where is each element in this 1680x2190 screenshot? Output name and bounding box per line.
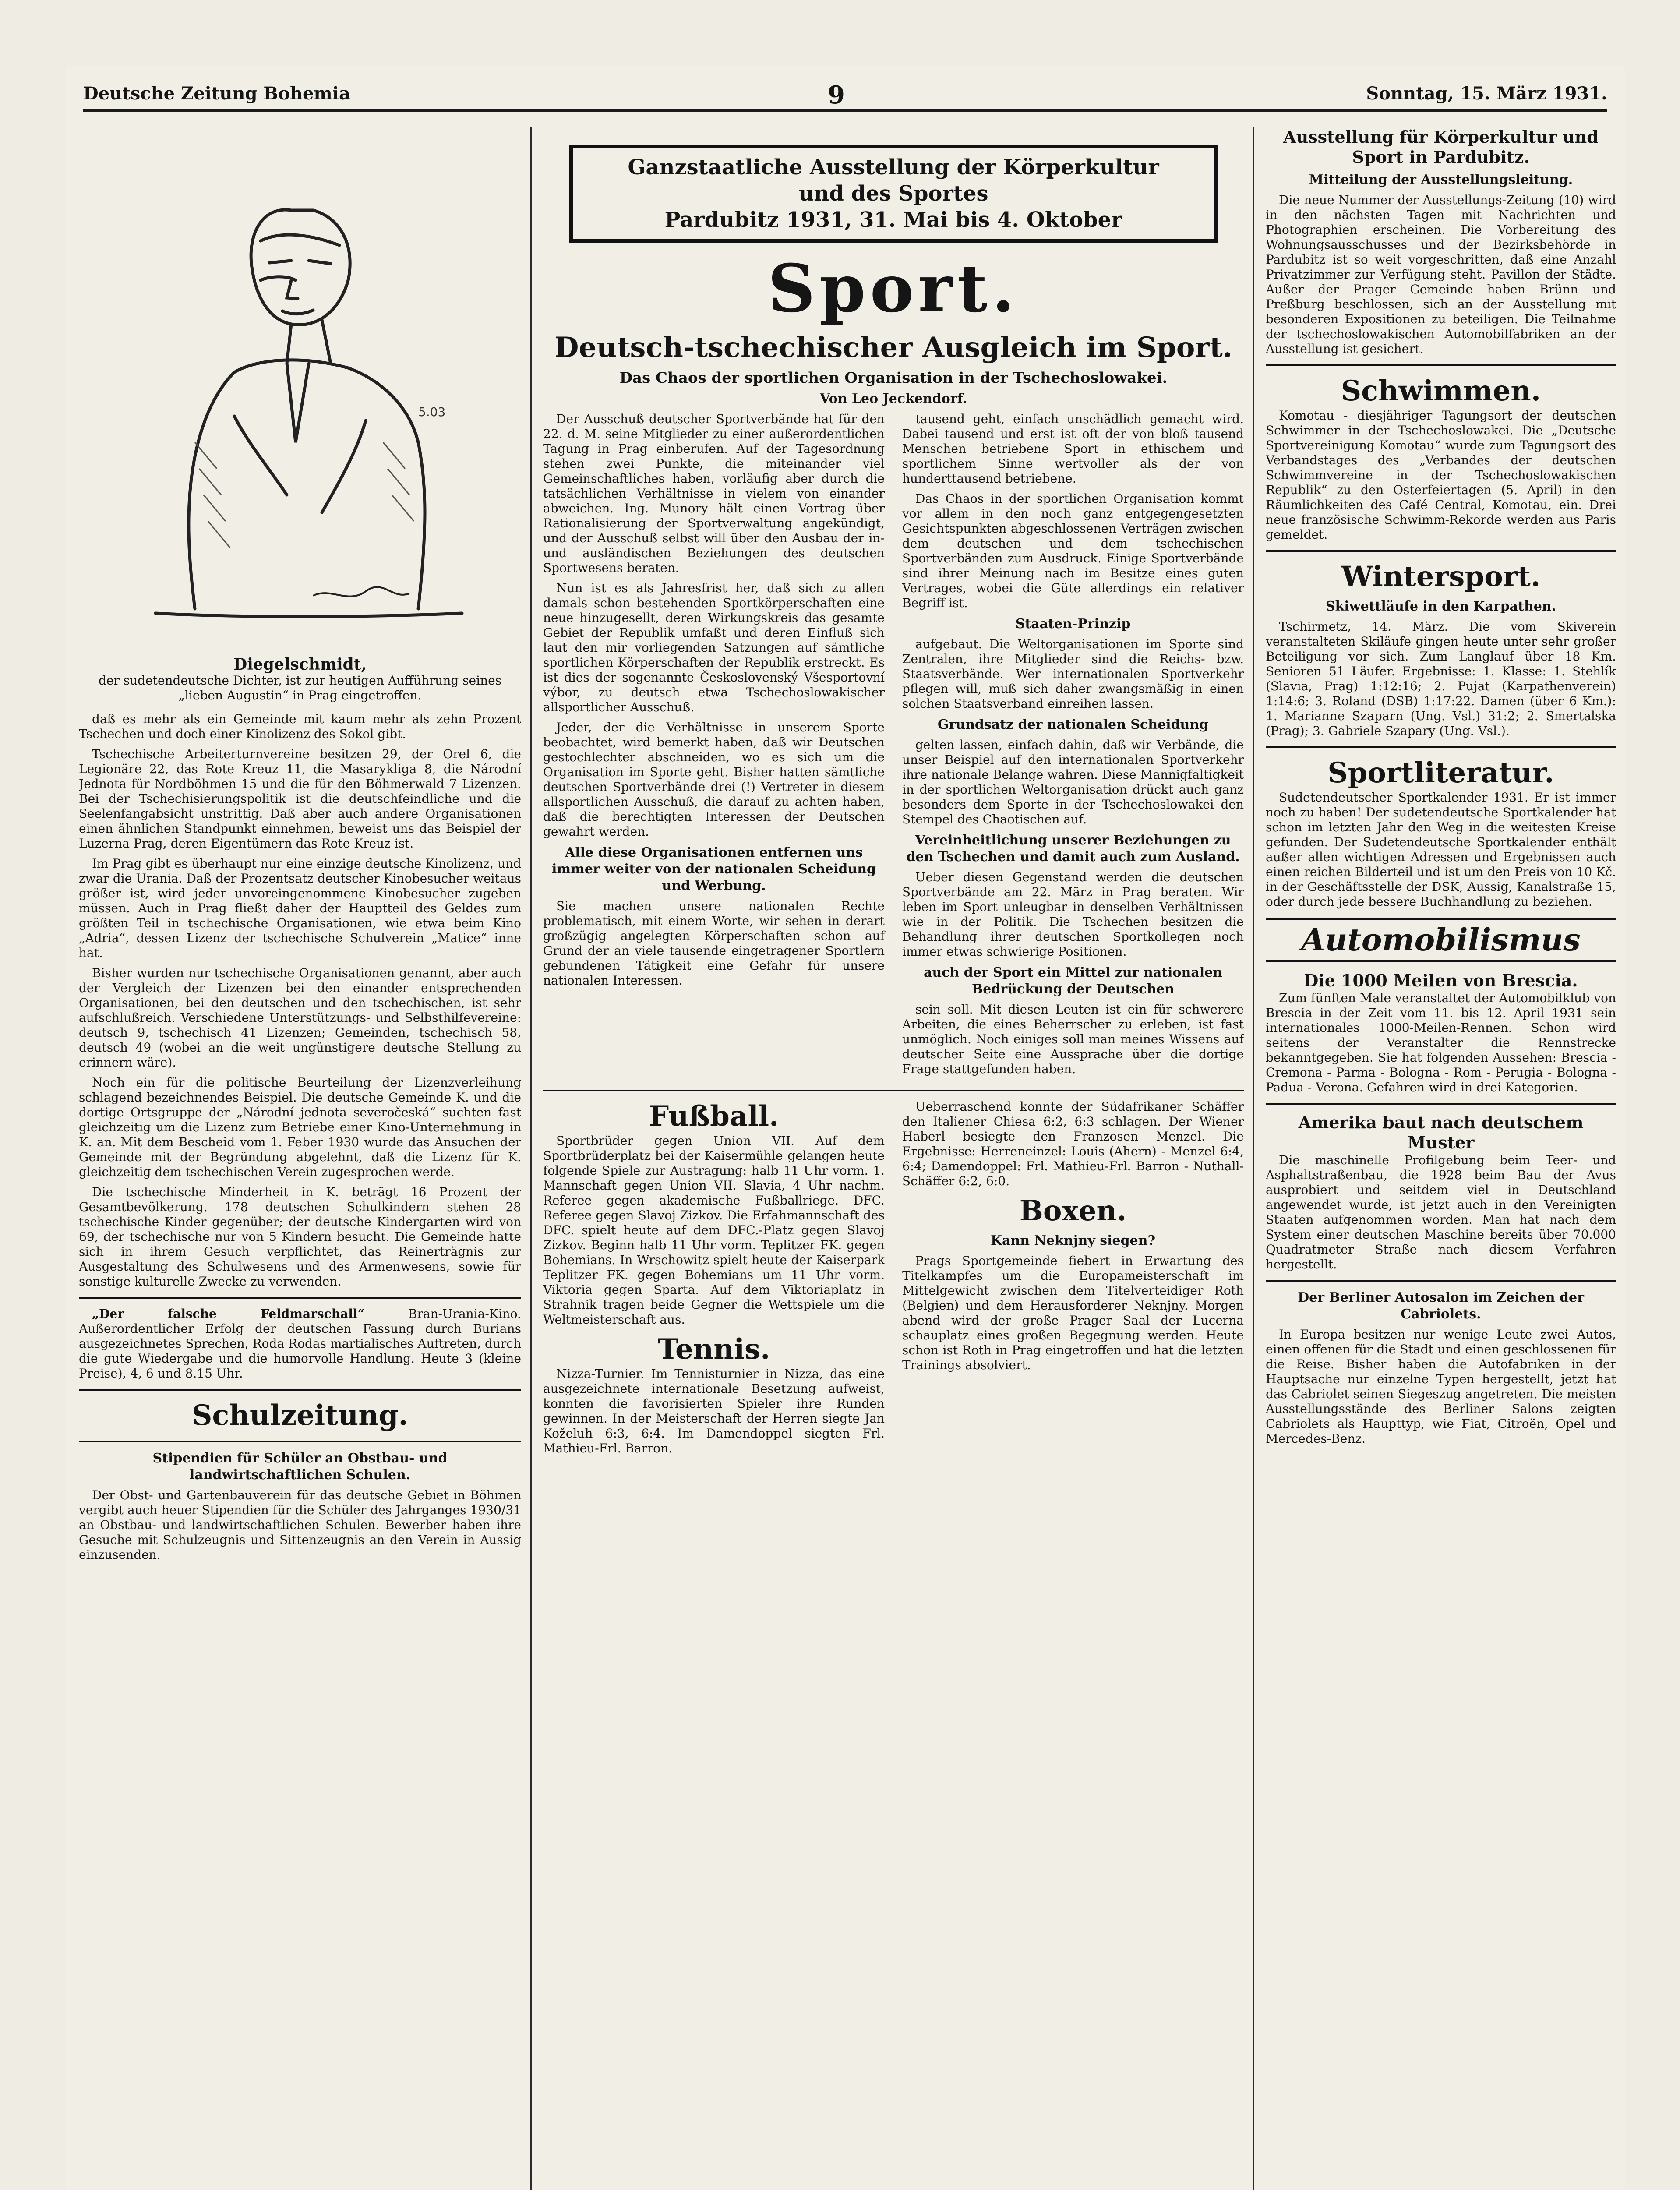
- article-subtitle: Das Chaos der sportlichen Organisation in der Tschechoslowakei.: [619, 369, 1168, 387]
- paragraph: Nizza-Turnier. Im Tennisturnier in Nizza, das eine ausgezeichnete internationale Besetzung aufweist, konnten die favorisierten Spieler ihre Runden gewinnen. In der Meisterschaft der Herren siegte Jan Koželuh 6:3, 6:4. Im Damendoppel siegten Frl. Mathieu-Frl. Barron.: [543, 1367, 885, 1455]
- film-title: „Der falsche Feldmarschall“: [92, 1307, 365, 1321]
- section-title-sport: Sport.: [768, 250, 1019, 327]
- paragraph: aufgebaut. Die Weltorganisationen im Sporte sind Zentralen, ihre Mitglieder sind die Reichs- bzw. Staatsverbände. Wer internationalen Sportverkehr pflegen will, muß sich daher zwangsmäßig in einen solchen Staatsverband einreihen lassen.: [902, 637, 1244, 711]
- paragraph: Tschirmetz, 14. März. Die vom Skiverein veranstalteten Skiläufe gingen heute unter sehr großer Beteiligung vor sich. Zum Langlauf über 18 Km. Senioren 51 Läufer. Ergebnisse: 1. Klasse: 1. Stehlík (Slavia, Prag) 1:12:16; 2. Pujat (Karpathenverein) 1:14:6; 3. Roland (DSB) 1:17:22. Damen (über 6 Km.): 1. Marianne Szaparn (Ung. Vsl.) 31:2; 2. Smertalska (Prag); 3. Gabriele Szapary (Ung. Vsl.).: [1266, 619, 1616, 738]
- paragraph: Sudetendeutscher Sportkalender 1931. Er ist immer noch zu haben! Der sudetendeutsche Sportkalender hat schon im letzten Jahr den Weg in die weitesten Kreise gefunden. Der Sudetendeutsche Sportkalender enthält außer allen wichtigen Adressen und Ergebnissen auch einen reichen Bilderteil und ist um den Preis von 10 Kč. in der Geschäftsstelle der DSK, Aussig, Kanalstraße 15, oder durch jede bessere Buchhandlung zu beziehen.: [1266, 790, 1616, 909]
- article-byline: Von Leo Jeckendorf.: [820, 391, 967, 406]
- auto-subheading: Der Berliner Autosalon im Zeichen der Cabriolets.: [1298, 1290, 1584, 1322]
- divider: [79, 1389, 521, 1391]
- paragraph: sein soll. Mit diesen Leuten ist ein für schwerere Arbeiten, die eines Beherrscher zu erleben, ist fast unmöglich. Noch einiges soll man meines Wissens auf deutscher Seite eine Aussprache über die dortige Frage stattgefunden haben.: [902, 1002, 1244, 1076]
- article-subheading: auch der Sport ein Mittel zur nationalen Bedrückung der Deutschen: [924, 965, 1222, 997]
- paragraph: In Europa besitzen nur wenige Leute zwei Autos, einen offenen für die Stadt und einen geschlossenen für die Reise. Bisher haben die Autofabriken in der Hauptsache nur einzelne Typen hergestellt, jetzt hat das Cabriolet seinen Siegeszug angetreten. Die meisten Ausstellungsstände des Berliner Salons zeigten Cabriolets als Haupttyp, wie Fiat, Citroën, Opel und Mercedes-Benz.: [1266, 1327, 1616, 1446]
- article-subheading: Vereinheitlichung unserer Beziehungen zu den Tschechen und damit auch zum Ausland.: [906, 833, 1240, 865]
- section-heading-wintersport: Wintersport.: [1341, 560, 1541, 593]
- paragraph: tausend geht, einfach unschädlich gemacht wird. Dabei tausend und erst ist oft der von bloß tausend Menschen betriebene Sport in ethischem und sportlichem Sinne wertvoller als der von hunderttausend betriebene.: [902, 412, 1244, 486]
- paragraph: Noch ein für die politische Beurteilung der Lizenzverleihung schlagend bezeichnendes Beispiel. Die deutsche Gemeinde K. und die dortige Ortsgruppe der „Národní jednota severočeská“ suchten fast gleichzeitig um die Lizenz zum Betriebe einer Kino-Unternehmung in K. an. Mit dem Bescheid vom 1. Feber 1930 wurde das Ansuchen der Gemeinde mit der Begründung abgelehnt, daß die Lizenz für K. gleichzeitig dem tschechischen Verein zugesprochen werde.: [79, 1075, 521, 1179]
- paragraph: Das Chaos in der sportlichen Organisation kommt vor allem in den noch ganz entgegengesetzten Gesichtspunkten abgeschlossenen Verträgen zwischen dem deutschen und dem tschechischen Sportverbänden zum Ausdruck. Einige Sportverbände sind ihrer Meinung nach im Besitze eines guten Vertrages, wobei die Güte allerdings ein relativer Begriff ist.: [902, 491, 1244, 610]
- section-heading-fussball: Fußball.: [649, 1100, 779, 1133]
- divider: [79, 1441, 521, 1442]
- column-left: [79, 127, 521, 2190]
- paragraph: Der Ausschuß deutscher Sportverbände hat für den 22. d. M. seine Mitglieder zu einer außerordentlichen Tagung in Prag einberufen. Auf der Tagesordnung stehen zwei Punkte, die miteinander viel Gemeinschaftliches haben, vorläufig aber durch die tatsächlichen Verhältnisse in vielem von einander abweichen. Ing. Munory hält einen Vortrag über Rationalisierung der Sportverwaltung angekündigt, und der Ausschuß selbst will über den Ausbau der in- und ausländischen Beziehungen des deutschen Sportwesens beraten.: [543, 412, 885, 575]
- section-heading-schwimmen: Schwimmen.: [1341, 374, 1541, 407]
- paragraph: Zum fünften Male veranstaltet der Automobilklub von Brescia in der Zeit vom 11. bis 12. April 1931 sein internationales 1000-Meilen-Rennen. Schon wird seitens der Veranstalter die Rennstrecke bekanntgegeben. Sie hat folgenden Aussehen: Brescia - Cremona - Parma - Bologna - Rom - Perugia - Bologna - Padua - Verona. Gefahren wird in drei Kategorien.: [1266, 991, 1616, 1095]
- newspaper-name: Deutsche Zeitung Bohemia: [83, 83, 350, 104]
- column-center: [543, 127, 1244, 2190]
- newspaper-page: [66, 66, 1625, 2190]
- auto-subheading: Die 1000 Meilen von Brescia.: [1304, 971, 1578, 990]
- caption-text: der sudetendeutsche Dichter, ist zur heutigen Aufführung seines „lieben Augustin“ in Prag eingetroffen.: [98, 673, 502, 703]
- paragraph: Prags Sportgemeinde fiebert in Erwartung des Titelkampfes um die Europameisterschaft im Mittelgewicht zwischen dem Titelverteidiger Roth (Belgien) und dem Herausforderer Neknjny. Morgen abend wird der große Prager Saal der Lucerna schauplatz eines großen Begegnung werden. Heute schon ist Roth in Prag eingetroffen und hat die letzten Trainings absolviert.: [902, 1254, 1244, 1372]
- banner-line: und des Sportes: [798, 181, 988, 206]
- paragraph: Komotau - diesjähriger Tagungsort der deutschen Schwimmer in der Tschechoslowakei. Die „Deutsche Sportvereinigung Komotau“ wurde zum Tagungsort des Verbandstages des „Verbandes der deutschen Schwimmvereine in der Tschechoslowakischen Republik“ zu den Osterfeiertagen (5. April) in den Räumlichkeiten des Café Central, Komotau, ein. Drei neue französische Schwimm-Rekorde werden aus Paris gemeldet.: [1266, 408, 1616, 542]
- paragraph: Ueber diesen Gegenstand werden die deutschen Sportverbände am 22. März in Prag beraten. Wir leben im Sport unleugbar in denselben Verhältnissen wie in der Politik. Die Tschechen besitzen die Behandlung ihrer deutschen Sportkollegen noch immer etwas schwierige Positionen.: [902, 870, 1244, 959]
- issue-date: Sonntag, 15. März 1931.: [1366, 83, 1607, 104]
- section-heading-automobilismus: Automobilismus: [1266, 918, 1616, 962]
- divider: [543, 1090, 1244, 1091]
- divider: [79, 1297, 521, 1299]
- divider: [1266, 364, 1616, 366]
- paragraph: Sie machen unsere nationalen Rechte problematisch, mit einem Worte, wir sehen in derart großzügig angelegten Körperschaften schon auf Grund der an viele tausende eingetragener Sportlern gebundenen Tätigkeit eine Gefahr für unsere nationalen Interessen.: [543, 899, 885, 988]
- paragraph: Nun ist es als Jahresfrist her, daß sich zu allen damals schon bestehenden Sportkörperschaften eine neue hinzugesellt, deren Wirkungskreis das gesamte Gebiet der Republik umfaßt und deren Einfluß sich laut den mir vorliegenden Satzungen auf sämtliche sportlichen Körperschaften der Republik erstreckt. Es ist dies der sogenannte Československý Všesportovní výbor, zu deutsch etwa Tschechoslowakischer allsportlicher Ausschuß.: [543, 581, 885, 714]
- article-column-right: [902, 412, 1244, 1082]
- divider: [1266, 746, 1616, 748]
- paragraph: Die maschinelle Profilgebung beim Teer- und Asphaltstraßenbau, die 1928 beim Bau der Avus ausprobiert und seitdem viel in Deutschland angewendet wurde, ist jetzt auch in den Vereinigten Staaten aufgenommen worden. Man hat nach dem System einer deutschen Maschine bereits über 70.000 Quadratmeter Straße nach diesem Verfahren hergestellt.: [1266, 1153, 1616, 1272]
- divider: [1266, 550, 1616, 552]
- winter-subheading: Skiwettläufe in den Karpathen.: [1325, 599, 1556, 614]
- film-text: Bran-Urania-Kino. Außerordentlicher Erfolg der deutschen Fassung durch Burians ausgezeichnetes Sprechen, Roda Rodas martialisches Auftreten, durch die gute Wiedergabe und die humorvolle Handlung. Heute 3 (kleine Preise), 4, 6 und 8.15 Uhr.: [79, 1307, 521, 1381]
- paragraph: Im Prag gibt es überhaupt nur eine einzige deutsche Kinolizenz, und zwar die Urania. Daß der Prozentsatz deutscher Kinobesucher weitaus größer ist, wird jeder unvoreingenommene Kinobesucher zugeben müssen. Auch in Prag fließt daher der Hauptteil des Geldes zum größten Teil in tschechische Organisationen, wie etwa beim Kino „Adria“, dessen Lizenz der tschechische Schulverein „Matice“ inne hat.: [79, 856, 521, 960]
- sports-news-right: [902, 1099, 1244, 1461]
- article-subheading: Grundsatz der nationalen Scheidung: [937, 717, 1209, 732]
- article-column-left: [543, 412, 885, 1082]
- article-subheading: Alle diese Organisationen entfernen uns immer weiter von der nationalen Scheidung und Werbung.: [551, 845, 876, 894]
- article-title: Deutsch-tschechischer Ausgleich im Sport.: [554, 331, 1232, 364]
- section-heading-schulzeitung: Schulzeitung.: [192, 1399, 408, 1432]
- divider: [1266, 1103, 1616, 1105]
- paragraph: Die neue Nummer der Ausstellungs-Zeitung (10) wird in den nächsten Tagen mit Nachrichten und Photographien erscheinen. Die Vorbereitung des Wohnungsausschusses und der Bezirksbehörde in Pardubitz ist so weit vorgeschritten, daß eine Anzahl Privatzimmer zur Verfügung steht. Pavillon der Städte. Außer der Prager Gemeinde haben Brünn und Preßburg beschlossen, sich an der Ausstellung mit besonderen Expositionen zu beteiligen. Die Teilnahme der tschechoslowakischen Automobilfabriken an der Ausstellung ist gesichert.: [1266, 193, 1616, 356]
- section-heading-sportliteratur: Sportliteratur.: [1327, 756, 1554, 789]
- paragraph: daß es mehr als ein Gemeinde mit kaum mehr als zehn Prozent Tschechen und doch einer Kinolizenz des Sokol gibt.: [79, 712, 521, 741]
- portrait-sketch: [103, 136, 497, 653]
- paragraph: Ueberraschend konnte der Südafrikaner Schäffer den Italiener Chiesa 6:2, 6:3 schlagen. Der Wiener Haberl besiegte den Franzosen Menzel. Die Ergebnisse: Herreneinzel: Louis (Ahern) - Menzel 6:4, 6:4; Damendoppel: Frl. Mathieu-Frl. Barron - Nuthall-Schäffer 6:2, 6:0.: [902, 1099, 1244, 1188]
- section-heading-boxen: Boxen.: [1019, 1194, 1127, 1227]
- paragraph: Jeder, der die Verhältnisse in unserem Sporte beobachtet, wird bemerkt haben, daß wir Deutschen gestochlechter abschneiden, wo es sich um die Organisation im Sporte geht. Bisher hatten sämtliche deutschen Sportverbände drei (!) Vertreter in diesem allsportlichen Ausschuß, die darauf zu achten haben, daß die berechtigten Interessen der Deutschen gewahrt werden.: [543, 720, 885, 839]
- portrait-caption: [79, 657, 521, 703]
- expo-heading: Ausstellung für Körperkultur und Sport in Pardubitz.: [1283, 127, 1599, 167]
- page-header: [83, 79, 1607, 112]
- paragraph: Die tschechische Minderheit in K. beträgt 16 Prozent der Gesamtbevölkerung. 178 deutschen Schulkindern stehen 28 tschechische Kinder gegenüber; der deutsche Kindergarten wird von 69, der tschechische nur von 5 Kindern besucht. Die Gemeinde hatte sich in ihrem Gesuch verpflichtet, das Reinerträgnis zur Ausgestaltung des Schulwesens und des Armenwesens, sowie für sonstige kulturelle Zwecke zu verwenden.: [79, 1185, 521, 1289]
- divider: [1266, 1280, 1616, 1282]
- school-subheading: Stipendien für Schüler an Obstbau- und landwirtschaftlichen Schulen.: [152, 1451, 448, 1483]
- page-number: 9: [828, 81, 845, 110]
- section-heading-tennis: Tennis.: [657, 1333, 770, 1366]
- banner-line: Pardubitz 1931, 31. Mai bis 4. Oktober: [664, 208, 1122, 232]
- paragraph: Sportbrüder gegen Union VII. Auf dem Sportbrüderplatz bei der Kaisermühle gelangen heute folgende Spiele zur Austragung: halb 11 Uhr vorm. 1. Mannschaft gegen Union VII. Slavia, 4 Uhr nachm. Referee gegen akademische Fußballriege. DFC. Referee gegen Slavoj Zizkov. Die Erfahmannschaft des DFC. spielt heute auf dem DFC.-Platz gegen Slavoj Zizkov. Beginn halb 11 Uhr vorm. Teplitzer FK. gegen Bohemians. In Wrschowitz spielt heute der Kaiserpark Teplitzer FK. gegen Bohemians um 11 Uhr vorm. Viktoria gegen Sparta. Auf dem Viktoriaplatz in Strahnik tragen beide Gegner die Wettspiele um die Weltmeisterschaft aus.: [543, 1134, 885, 1327]
- paragraph: Bisher wurden nur tschechische Organisationen genannt, aber auch der Vergleich der Lizenzen bei den einander entsprechenden Organisationen, bei den deutschen und den tschechischen, ist sehr aufschlußreich. Verschiedene Unterstützungs- und Selbsthilfevereine: deutsch 9, tschechisch 41 Lizenzen; Gemeinden, tschechisch 58, deutsch 49 (wobei an die weit ungünstigere deutsche Stellung zu erinnern wäre).: [79, 966, 521, 1070]
- paragraph: Tschechische Arbeiterturnvereine besitzen 29, der Orel 6, die Legionäre 22, das Rote Kreuz 11, die Masarykliga 8, die Národní Jednota für Nordböhmen 15 und die für den Böhmerwald 7 Lizenzen. Bei der Tschechisierungspolitik ist die deutschfeindliche und die Seelenfangabsicht unstrittig. Daß aber auch andere Organisationen einen ähnlichen Standpunkt einnehmen, beweist uns das Beispiel der Luzerna Prag, deren Eigentümern das Rote Kreuz ist.: [79, 747, 521, 851]
- school-text: Der Obst- und Gartenbauverein für das deutsche Gebiet in Böhmen vergibt auch heuer Stipendien für die Schüler des Jahrganges 1930/31 an Obstbau- und landwirtschaftlichen Schulen. Bewerber haben ihre Gesuche mit Schulzeugnis und Sittenzeugnis an den Verein in Aussig einzusenden.: [79, 1488, 521, 1562]
- column-rule: [530, 127, 532, 2190]
- svg-text:5.03: 5.03: [418, 405, 446, 419]
- film-notice: [79, 1307, 521, 1381]
- article-subheading: Staaten-Prinzip: [1015, 616, 1131, 632]
- article-body: [543, 412, 1244, 1082]
- exhibition-banner: [569, 145, 1218, 243]
- sports-news-left: [543, 1099, 885, 1461]
- expo-subheading: Mitteilung der Ausstellungsleitung.: [1309, 172, 1573, 187]
- caption-name: Diegelschmidt,: [233, 655, 367, 674]
- column-rule: [1253, 127, 1254, 2190]
- paragraph: gelten lassen, einfach dahin, daß wir Verbände, die unser Beispiel auf den internationalen Sportverkehr ihre nationale Belange wahren. Diese Mannigfaltigkeit in der sportlichen Weltorganisation drückt auch ganz besonders dem Sporte in der Tschechoslowakei den Stempel des Chaotischen auf.: [902, 738, 1244, 827]
- boxen-subheading: Kann Neknjny siegen?: [990, 1233, 1156, 1248]
- auto-subheading: Amerika baut nach deutschem Muster: [1298, 1113, 1584, 1152]
- banner-line: Ganzstaatliche Ausstellung der Körperkultur: [628, 155, 1159, 180]
- column-right: [1266, 127, 1616, 2190]
- sports-news: [543, 1099, 1244, 1461]
